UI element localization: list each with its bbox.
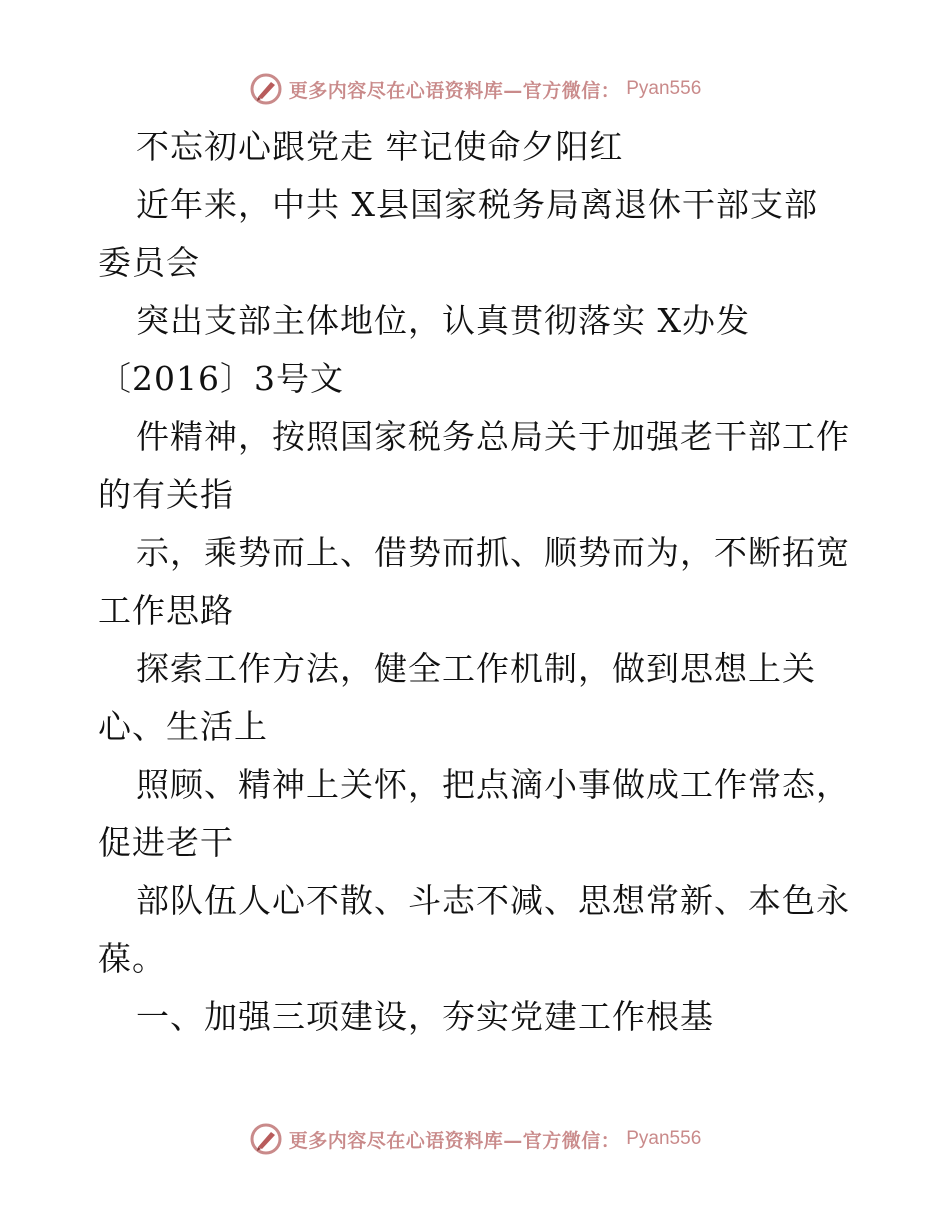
watermark-text: 更多内容尽在心语资料库—官方微信： [288,1129,621,1152]
paragraph-line: 突出支部主体地位，认真贯彻落实 X办发 [136,301,750,340]
header-watermark [0,72,950,106]
paragraph-line: 探索工作方法，健全工作机制，做到思想上关 [136,649,816,688]
pen-circle-logo-icon [249,1122,283,1156]
paragraph-line: 示，乘势而上、借势而抓、顺势而为，不断拓宽 [136,533,850,572]
paragraph-line: 委员会 [98,243,200,282]
paragraph-line: 心、生活上 [98,707,268,746]
paragraph-line: 的有关指 [98,475,234,514]
paragraph-line: 照顾、精神上关怀，把点滴小事做成工作常态， [136,765,850,804]
paragraph-line: 〔2016〕3号文 [98,359,344,398]
paragraph-line: 葆。 [98,939,166,978]
doc-title-line: 不忘初心跟党走 牢记使命夕阳红 [136,127,624,166]
document-body [98,118,858,1046]
paragraph-line: 近年来，中共 X县国家税务局离退休干部支部 [136,185,818,224]
pen-circle-logo-icon [249,72,283,106]
watermark-wechat-id: Pyan556 [626,78,702,99]
paragraph-line: 件精神，按照国家税务总局关于加强老干部工作 [136,417,850,456]
watermark-text: 更多内容尽在心语资料库—官方微信： [288,79,621,102]
paragraph-line: 促进老干 [98,823,234,862]
paragraph-line: 工作思路 [98,591,234,630]
watermark-wechat-id: Pyan556 [626,1128,702,1149]
section-heading: 一、加强三项建设，夯实党建工作根基 [136,997,714,1036]
footer-watermark [0,1122,950,1156]
paragraph-line: 部队伍人心不散、斗志不减、思想常新、本色永 [136,881,850,920]
